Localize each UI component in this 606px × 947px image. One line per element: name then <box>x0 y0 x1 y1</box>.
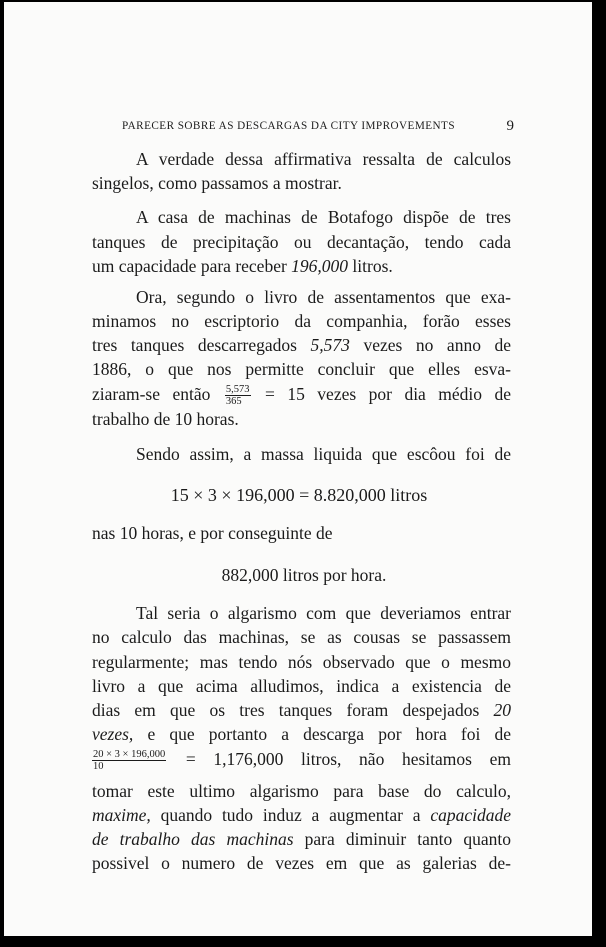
text-line: Sendo assim, a massa liquida que escôou foi de <box>136 444 511 464</box>
text-line: tres tanques descarregados 5,573 vezes no anno de <box>92 335 512 355</box>
text-line: 1886, o que nos permitte concluir que elles esva- <box>92 359 511 379</box>
equation-total: 15 × 3 × 196,000 = 8.820,000 litros <box>170 485 428 505</box>
running-title: PARECER SOBRE AS DESCARGAS DA CITY IMPROVEMENTS <box>122 120 456 132</box>
text-line: de trabalho das machinas para diminuir tanto quanto <box>92 829 512 849</box>
text-line: Tal seria o algarismo com que deveriamos entrar <box>136 603 511 623</box>
text-line: possivel o numero de vezes em que as galerias de- <box>92 853 511 873</box>
fraction: $\frac{5,573}{365}$ <box>225 384 250 408</box>
equation-per-hour: 882,000 litros por hora. <box>221 565 387 585</box>
text-line: tanques de precipitação ou decantação, tendo cada <box>92 232 511 252</box>
text-line: trabalho de 10 horas. <box>92 409 239 429</box>
running-header <box>122 120 514 132</box>
text-line: um capacidade para receber 196,000 litros. <box>92 256 393 276</box>
text-line: A casa de machinas de Botafogo dispõe de tres <box>136 207 511 227</box>
text-line: $\frac{20 \times 3 \times 196,000}{10}$ = 1,176,000 litros, não hesitamos em <box>93 749 511 773</box>
text-line: nas 10 horas, e por conseguinte de <box>92 523 333 543</box>
text-line: singelos, como passamos a mostrar. <box>92 173 342 193</box>
book-page <box>4 2 592 936</box>
text-line: tomar este ultimo algarismo para base do calculo, <box>92 781 511 801</box>
page-number: 9 <box>506 118 514 134</box>
text-line: ziaram-se então $\frac{5,573}{365}$ = 15 vezes por dia médio de <box>92 384 512 408</box>
text-line: dias em que os tres tanques foram despejados 20 <box>92 700 511 720</box>
text-line: A verdade dessa affirmativa ressalta de calculos <box>136 149 511 169</box>
text-line: Ora, segundo o livro de assentamentos que exa- <box>136 287 511 307</box>
fraction: $\frac{20 \times 3 \times 196,000}{10}$ <box>93 749 166 773</box>
text-line: livro a que acima alludimos, indica a existencia de <box>92 676 511 696</box>
text-line: maxime, quando tudo induz a augmentar a capacidade <box>92 805 512 825</box>
text-line: vezes, e que portanto a descarga por hora foi de <box>92 724 511 744</box>
text-line: no calculo das machinas, se as cousas se passassem <box>92 627 511 647</box>
text-line: regularmente; mas tendo nós observado que o mesmo <box>92 652 511 672</box>
text-line: minamos no escriptorio da companhia, forão esses <box>92 311 511 331</box>
